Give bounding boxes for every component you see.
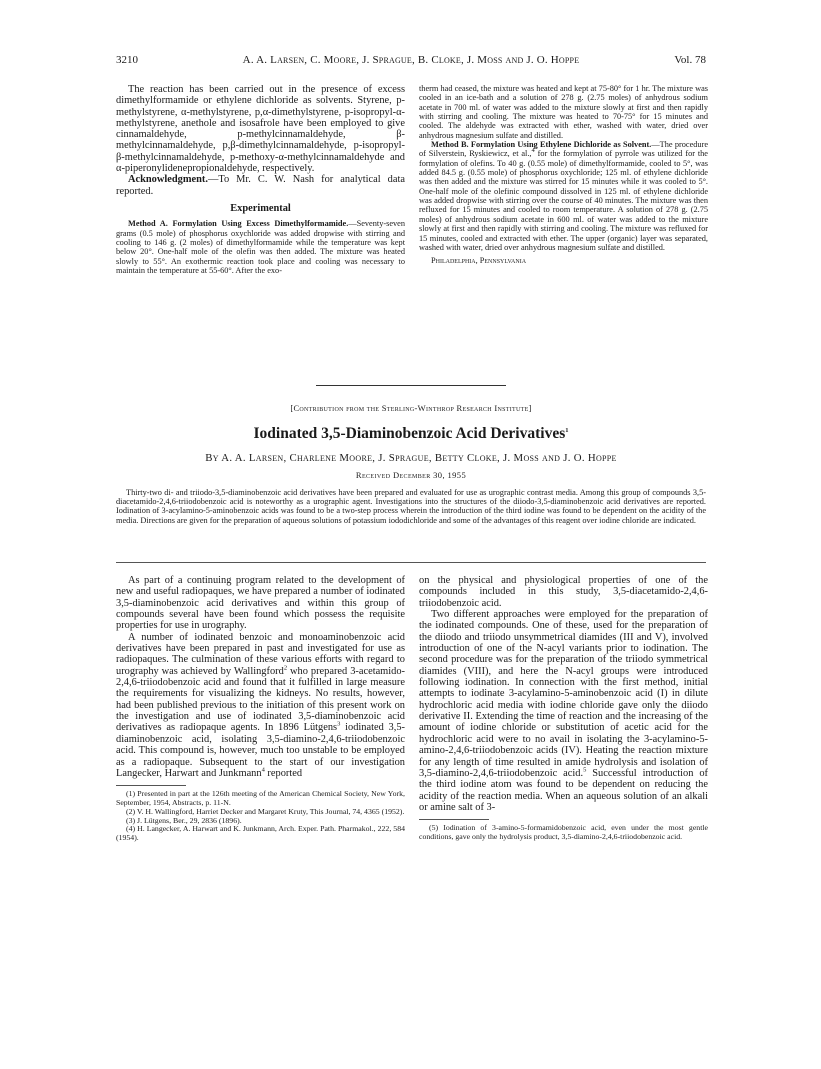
- body-left-column: [116, 575, 405, 843]
- abstract: Thirty-two di- and triiodo-3,5-diaminobenzoic acid derivatives have been prepared and evaluated for use as urographic contrast media. Among this group of compounds 3,5-diacetamido-2,4,6-triiodobenzoic acid is noteworthy as a urographic agent. Investigations into the structures of the diiodo-3,5-diaminobenzoic acid derivatives are reported. Iodination of 3-acylamino-5-aminobenzoic acids was found to be a two-step process wherein the introduction of the third iodine was found to be dependent on the acidity of the media. Directions are given for the preparation of aqueous solutions of potassium iododichloride and some of the advantages of this reagent over iodine chloride are indicated.: [116, 488, 706, 525]
- acknowledgment-label: Acknowledgment.: [128, 174, 208, 186]
- body-right-p2-part-a: Two different approaches were employed for the preparation of the iodinated compounds. One of these, used for the preparation of the diiodo and triiodo unsymmetrical diamides (III and V), involved introduction of one of the N-acyl variants prior to iodination. The second procedure was for the preparation of the triiodo symmetrical diamides (VIII), and here the N-acyl groups were introduced following iodination. In connection with the first method, initial attempts to iodinate 3-acylamino-5-aminobenzoic acid (I) in dilute hydrochloric acid media with iodine chloride gave only the diiodo derivative II. Extending the time of reaction and the increasing of the amount of iodine chloride or substitution of acetic acid for the hydrochloric acid were to no avail in isolating the 3-acylamino-5-amino-2,4,6-triiodobenzoic acids (IV). Heating the reaction mixture for any length of time resulted in amide hydrolysis and isolation of 3,5-diamino-2,4,6-triiodobenzoic acid.: [419, 609, 708, 779]
- footnote-2: (2) V. H. Wallingford, Harriet Decker and Margaret Kruty, This Journal, 74, 4365 (1952).: [126, 806, 405, 816]
- intro-p2-part-d: reported: [264, 767, 303, 779]
- footnote-ref-4: 4: [261, 766, 265, 774]
- footnote-ref-2: 2: [283, 664, 288, 672]
- title-footnote-ref: 1: [565, 426, 569, 434]
- intro-p2-part-b: who prepared 3-acetamido-2,4,6-triiodobenzoic acid and found that it fulfilled in large measure the requirements for visualizing the kidneys. No results, however, had been published previous to the initiation of this present work on the investigation and use of iodinated 3,5-diaminobenzoic acid derivatives as radiopaque agents. In 1896 Lütgens: [116, 665, 406, 734]
- method-b-text-2: for the formylation of pyrrole was utilized for the formylation of olefins. To 40 g. (0.55 mole) of dimethylformamide, cooled to 5°, was added 84.5 g. (0.55 mole) of phosphorus oxychloride; 125 ml. of ethylene dichloride was then added and the mixture was stirred for 15 minutes while it was cooled to 5°. One-half mole of the olefinic compound dissolved in 125 ml. of ethylene dichloride was added dropwise with stirring over the course of 40 minutes. The mixture was then refluxed for 15 minutes and cooled to room temperature. A solution of 278 g. (2.75 moles) of anhydrous sodium acetate in 600 ml. of water was added to the mixture slowly at first and then rapidly with stirring and cooling. The mixture was refluxed for 15 minutes, cooled and extracted with ether. The upper (organic) layer was separated, washed with water, dried over anhydrous magnesium sulfate and distilled.: [419, 149, 708, 252]
- page-number: 3210: [116, 54, 138, 66]
- article-title: [116, 425, 706, 443]
- method-b-ref: 4: [531, 147, 535, 155]
- footnote-divider-right: [419, 819, 489, 820]
- running-authors: A. A. Larsen, C. Moore, J. Sprague, B. Cloke, J. Moss and J. O. Hoppe: [242, 54, 580, 66]
- footnote-4: (4) H. Langecker, A. Harwart and K. Junkmann, Arch. Exper. Path. Pharmakol., 222, 584 (1954).: [116, 824, 405, 843]
- top-right-column: [419, 84, 708, 266]
- running-header: [116, 54, 706, 70]
- contribution-line: [Contribution from the Sterling-Winthrop Research Institute]: [290, 403, 532, 413]
- method-a-label: Method A. Formylation Using Excess Dimethylformamide.: [128, 219, 349, 229]
- article-title-text: Iodinated 3,5-Diaminobenzoic Acid Derivatives: [253, 425, 566, 442]
- method-a-text: —Seventy-seven grams (0.5 mole) of phosphorus oxychloride was added dropwise with stirring and cooling to 146 g. (2 moles) of dimethylformamide while the temperature was kept below 20°. One-half mole of the olefin was then added. The mixture was heated slowly to 55°. An exothermic reaction took place and cooling was necessary to maintain the temperature at 55-60°. After the exo-: [116, 219, 405, 275]
- article-separator: [316, 385, 506, 386]
- top-left-column: [116, 84, 405, 275]
- intro-p2-part-c: iodinated 3,5-diaminobenzoic acid, isolating 3,5-diamino-2,4,6-triiodobenzoic acid. This compound is, however, much too unstable to be employed as a radiopaque. Subsequent to the start of our investigation Langecker, Harwart and Junkmann: [116, 722, 406, 779]
- byline: By A. A. Larsen, Charlene Moore, J. Sprague, Betty Cloke, J. Moss and J. O. Hoppe: [205, 452, 617, 464]
- body-right-paragraph-2: [419, 609, 708, 813]
- experimental-heading: Experimental: [230, 202, 291, 214]
- footnote-1: (1) Presented in part at the 126th meeting of the American Chemical Society, New York, September, 1954, Abstracts, p. 11-N.: [116, 789, 405, 807]
- method-a-continued: therm had ceased, the mixture was heated and kept at 75-80° for 1 hr. The mixture was cooled in an ice-bath and a solution of 278 g. (2.75 moles) of anhydrous sodium acetate in 700 ml. of water was added to the mixture slowly at first and then rapidly with stirring and cooling. The mixture was heated to 70-75° for 15 minutes and cooled. The aldehyde was extracted with ether, washed with water, dried over anhydrous magnesium sulfate and distilled.: [419, 84, 708, 140]
- author-location: Philadelphia, Pennsylvania: [431, 256, 527, 266]
- intro-paragraph-2: [116, 632, 405, 779]
- volume-label: Vol. 78: [674, 54, 706, 66]
- acknowledgment: [116, 174, 405, 197]
- intro-paragraph-1: As part of a continuing program related to the development of new and useful radiopaques, we have prepared a number of iodinated 3,5-diaminobenzoic acid derivatives and within this group of compounds several have been found which possess the requisite properties for use in urography.: [116, 575, 405, 632]
- received-date: Received December 30, 1955: [355, 470, 467, 480]
- previous-article-conclusion: The reaction has been carried out in the presence of excess dimethylformamide or ethylene dichloride as solvents. Styrene, p-methylstyrene, α-methylstyrene, p,α-dimethylstyrene, p-isopropyl-α-methylstyrene, anethole and isosafrole have been employed to give cinnamaldehyde, p-methylcinnamaldehyde, β-methylcinnamaldehyde, p,β-dimethylcinnamaldehyde, p-isopropyl-β-methylcinnamaldehyde, p-methoxy-α-methylcinnamaldehyde and α-piperonylidenepropionaldehyde, respectively.: [116, 84, 405, 175]
- intro-p2-part-a: A number of iodinated benzoic and monoaminobenzoic acid derivatives have been prepared in past and investigated for use as radiopaques. The culmination of these various efforts with regard to urography was achieved by Wallingford: [116, 631, 405, 677]
- footnote-ref-5: 5: [583, 766, 587, 774]
- footnote-divider-left: [116, 785, 186, 786]
- footnote-5: (5) Iodination of 3-amino-5-formamidobenzoic acid, even under the most gentle conditions, gave only the hydrolysis product, 3,5-diamino-2,4,6-triiodobenzoic acid.: [419, 823, 708, 842]
- footnote-ref-3: 3: [337, 721, 341, 728]
- method-b-label: Method B. Formylation Using Ethylene Dichloride as Solvent.: [431, 140, 652, 150]
- method-b-paragraph: [419, 140, 708, 252]
- body-right-column: [419, 575, 708, 842]
- method-a-paragraph: [116, 219, 405, 275]
- acknowledgment-text: —To Mr. C. W. Nash for analytical data reported.: [116, 174, 405, 197]
- footnote-3: (3) J. Lütgens, Ber., 29, 2836 (1896).: [126, 815, 242, 825]
- method-b-text-1: —The procedure of Silverstein, Ryskiewicz, et al.,: [419, 140, 709, 159]
- body-right-paragraph-1: on the physical and physiological properties of one of the compounds included in this study, 3,5-diacetamido-2,4,6-triiodobenzoic acid.: [419, 575, 708, 609]
- abstract-divider: [116, 562, 706, 563]
- body-right-p2-part-b: Successful introduction of the third iodine atom was found to be dependent on reducing the acidity of the reaction media. When an aqueous solution of an alkali or amine salt of 3-: [419, 767, 708, 813]
